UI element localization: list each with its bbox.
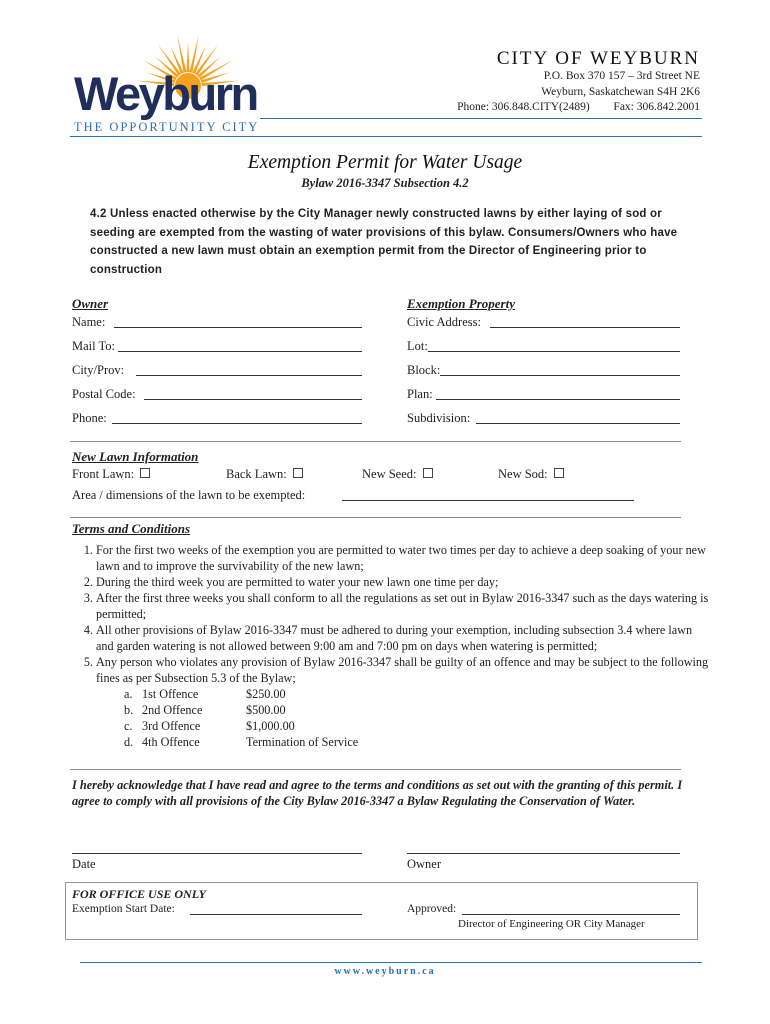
fine-letter: b. [124,703,134,717]
fine-letter: a. [124,687,133,701]
fine-letter: d. [124,735,134,749]
owner-mailto-label: Mail To: [72,339,115,353]
owner-heading: Owner [72,296,109,311]
city-phone-fax [457,101,700,113]
lawn-area-field[interactable] [342,500,634,501]
approver-caption: Director of Engineering OR City Manager [458,918,645,930]
back-lawn-checkbox[interactable] [293,468,303,478]
city-fax: Fax: 306.842.2001 [613,101,700,113]
terms-item-3: 3. After the first three weeks you shall conform to all the regulations as set out in Bylaw 2016-3347 such as the days watering is permitted; [96,590,712,622]
owner-signature-label: Owner [407,857,442,871]
approved-field[interactable] [462,914,680,915]
property-block-field[interactable] [440,375,680,376]
owner-name-label: Name: [72,315,106,329]
new-sod-label: New Sod: [498,467,548,481]
terms-item-2: 2. During the third week you are permitted to water your new lawn one time per day; [96,574,712,590]
divider-ack [70,769,681,770]
owner-mailto-field[interactable] [118,351,362,352]
acknowledgement-text: I hereby acknowledge that I have read and agree to the terms and conditions as set out with the granting of this permit. I agree to comply with all provisions of the City Bylaw 2016-3347 a Bylaw Regulating the Conservation of Water. [72,778,683,808]
terms-item-1: 1. For the first two weeks of the exemption you are permitted to water two times per day to achieve a deep soaking of your new lawn and to improve the survivability of the new lawn; [96,542,712,574]
terms-body [72,542,712,750]
lawn-area-label: Area / dimensions of the lawn to be exempted: [72,488,306,502]
front-lawn-option[interactable] [72,467,150,482]
back-lawn-option[interactable] [226,467,303,482]
new-sod-option[interactable] [498,467,564,482]
front-lawn-checkbox[interactable] [140,468,150,478]
new-seed-option[interactable] [362,467,433,482]
property-civic-label: Civic Address: [407,315,481,329]
fine-amount: $500.00 [246,703,286,717]
fine-row [124,686,712,702]
logo-tagline: THE OPPORTUNITY CITY [74,120,260,134]
logo-wordmark: Weyburn [74,67,257,120]
owner-postal-field[interactable] [144,399,362,400]
footer-rule [80,962,702,963]
fines-list [96,686,712,750]
form-title: Exemption Permit for Water Usage [247,152,523,173]
approved-label: Approved: [407,903,457,915]
header-rule-bottom [70,136,702,137]
property-subdivision-label: Subdivision: [407,411,471,425]
city-phone: Phone: 306.848.CITY(2489) [457,101,590,113]
property-plan-field[interactable] [436,399,680,400]
fine-offence: 4th Offence [142,735,200,749]
property-civic-field[interactable] [490,327,680,328]
owner-phone-field[interactable] [112,423,362,424]
date-label: Date [72,857,96,871]
date-signature-line[interactable] [72,853,362,854]
fine-row [124,702,712,718]
owner-cityprov-label: City/Prov: [72,363,125,377]
new-seed-checkbox[interactable] [423,468,433,478]
fine-offence: 1st Offence [142,687,199,701]
front-lawn-label: Front Lawn: [72,467,135,481]
lawn-heading: New Lawn Information [72,449,199,464]
divider-lawn [70,441,681,442]
owner-name-field[interactable] [114,327,362,328]
owner-phone-label: Phone: [72,411,107,425]
start-date-field[interactable] [190,914,362,915]
property-lot-field[interactable] [428,351,680,352]
back-lawn-label: Back Lawn: [226,467,287,481]
owner-signature-line[interactable] [407,853,680,854]
start-date-label: Exemption Start Date: [72,903,175,915]
owner-postal-label: Postal Code: [72,387,136,401]
property-block-label: Block: [407,363,441,377]
fine-row [124,734,712,750]
fine-amount: Termination of Service [246,735,359,749]
property-plan-label: Plan: [407,387,433,401]
property-heading: Exemption Property [407,296,515,311]
property-lot-label: Lot: [407,339,428,353]
city-address-line2: Weyburn, Saskatchewan S4H 2K6 [541,86,700,98]
divider-terms [70,517,681,518]
fine-letter: c. [124,719,133,733]
new-seed-label: New Seed: [362,467,417,481]
fine-offence: 2nd Offence [142,703,203,717]
city-address-line1: P.O. Box 370 157 – 3rd Street NE [543,70,700,82]
office-heading: FOR OFFICE USE ONLY [72,887,206,901]
footer-website-link[interactable]: www.weyburn.ca [334,966,436,977]
terms-item-5-text: Any person who violates any provision of Bylaw 2016-3347 shall be guilty of an offence and may be subject to the following fines as per Subsection 5.3 of the Bylaw; [96,655,709,685]
intro-paragraph: 4.2 Unless enacted otherwise by the City Manager newly constructed lawns by either laying of sod or seeding are exempted from the wasting of water provisions of this bylaw. Consumers/Owners who have constructed a new lawn must obtain an exemption permit from the Director of Engineering prior to construction [90,208,678,276]
fine-amount: $250.00 [246,687,286,701]
terms-heading: Terms and Conditions [72,521,191,536]
terms-list [72,542,712,750]
fine-amount: $1,000.00 [246,719,295,733]
fine-row [124,718,712,734]
terms-item-5 [96,654,712,750]
header-rule-top [260,118,702,119]
property-subdivision-field[interactable] [476,423,680,424]
fine-offence: 3rd Offence [142,719,201,733]
form-subtitle: Bylaw 2016-3347 Subsection 4.2 [301,176,469,190]
city-name: CITY OF WEYBURN [496,48,700,69]
terms-item-4: 4. All other provisions of Bylaw 2016-3347 must be adhered to during your exemption, including subsection 3.4 where lawn and garden watering is not allowed between 9:00 am and 7:00 pm on days when watering is permitted; [96,622,712,654]
owner-cityprov-field[interactable] [136,375,362,376]
new-sod-checkbox[interactable] [554,468,564,478]
